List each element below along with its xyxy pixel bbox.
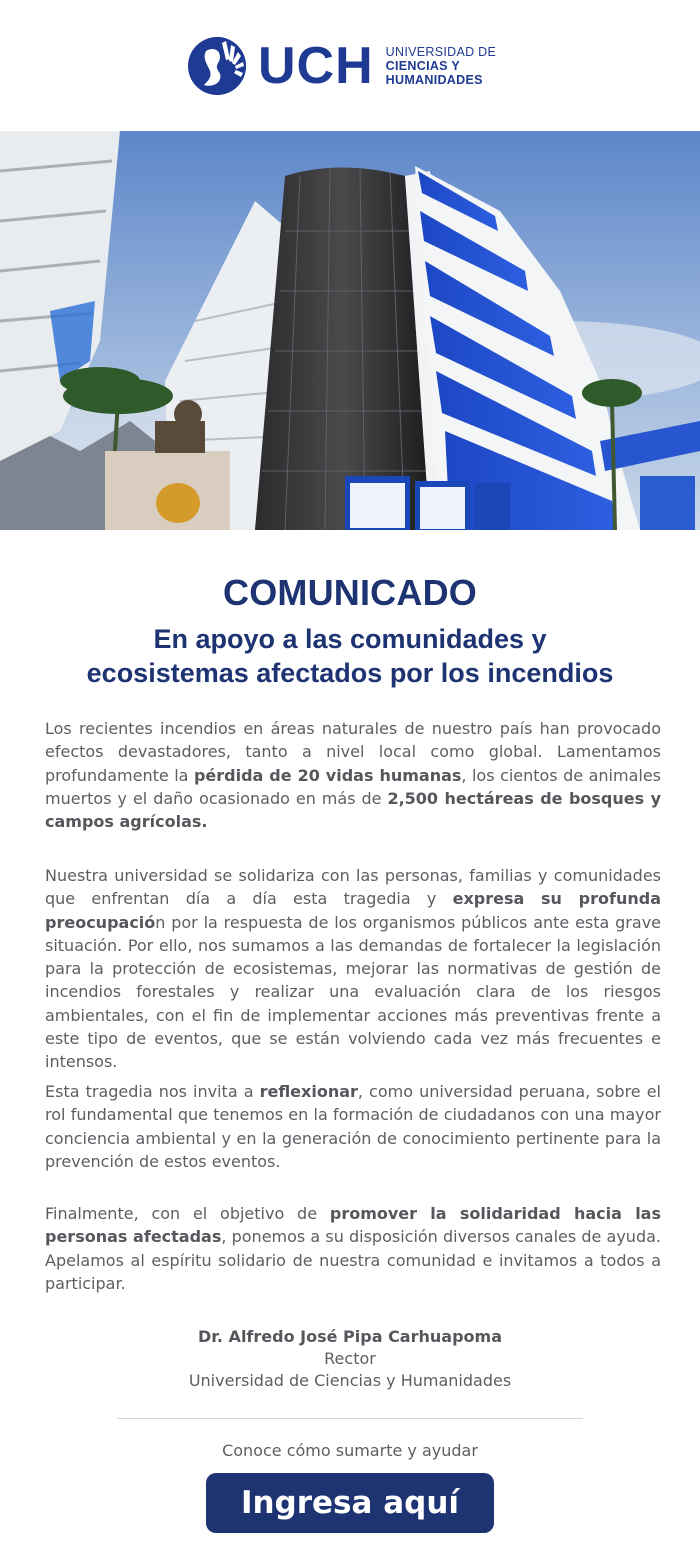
signature-block [0, 1326, 700, 1392]
emphasis-text: reflexionar [259, 1082, 358, 1101]
logo-line-1: UNIVERSIDAD DE [385, 45, 497, 59]
paragraph-1 [45, 717, 661, 833]
logo-line-3: HUMANIDADES [385, 73, 483, 87]
text-span: , los cientos de animales muertos y el daño ocasionado en más de [45, 765, 662, 808]
text-span: n por la respuesta de los organismos públicos ante esta grave situación. Por ello, nos sumamos a las demandas de fortalecer la legislación para la protección de ecosistemas, mejorar las normativas de gestión de incendios forestales y realizar una evaluación clara de los riesgos ambientales, con el fin de implementar acciones más preventivas frente a este tipo de eventos, que se están volviendo cada vez más frecuentes e intensos. [45, 912, 661, 1072]
emphasis-text: pérdida de 20 vidas humanas [193, 765, 462, 785]
text-span: Nuestra universidad se solidariza con las personas, familias y comunidades que enfrentan día a día esta tragedia y [45, 866, 661, 909]
text-span: Esta tragedia nos invita a [45, 1082, 260, 1101]
emphasis-text: expresa su profunda preocupació [45, 889, 661, 932]
paragraph-4 [45, 1202, 661, 1295]
signatory-role: Rector [324, 1349, 376, 1368]
uch-logo[interactable] [186, 34, 516, 98]
page-title: COMUNICADO [223, 572, 477, 613]
paragraph-2 [45, 864, 661, 1074]
subtitle-line-2: ecosistemas afectados por los incendios [86, 658, 614, 688]
text-span: , como universidad peruana, sobre el rol fundamental que tenemos en la formación de ciudadanos con una mayor conciencia ambiental y en la generación de conocimiento pertinente para la prevención de estos eventos. [45, 1082, 661, 1171]
hero-building-photo [0, 131, 700, 530]
ingresa-aqui-button[interactable]: Ingresa aquí [206, 1473, 494, 1533]
logo-name [386, 45, 496, 87]
divider [117, 1418, 583, 1419]
text-span: Finalmente, con el objetivo de [45, 1204, 330, 1223]
text-span: , ponemos a su disposición diversos canales de ayuda. Apelamos al espíritu solidario de nuestra comunidad e invitamos a todos a participar. [45, 1227, 661, 1293]
page-subtitle [50, 622, 650, 690]
logo-abbr: UCH [258, 37, 374, 95]
cta-prompt: Conoce cómo sumarte y ayudar [222, 1441, 478, 1460]
signatory-name: Dr. Alfredo José Pipa Carhuapoma [198, 1327, 502, 1346]
emphasis-text: 2,500 hectáreas de bosques y campos agrícolas. [45, 788, 661, 832]
paragraph-3 [45, 1080, 661, 1173]
subtitle-line-1: En apoyo a las comunidades y [153, 624, 547, 654]
uch-emblem-icon [186, 35, 248, 97]
emphasis-text: promover la solidaridad hacia las personas afectadas [45, 1204, 661, 1247]
text-span: Los recientes incendios en áreas naturales de nuestro país han provocado efectos devastadores, tanto a nivel local como global. Lamentamos profundamente la [45, 719, 661, 785]
logo-line-2: CIENCIAS Y [385, 59, 460, 73]
signatory-institution: Universidad de Ciencias y Humanidades [188, 1371, 512, 1390]
